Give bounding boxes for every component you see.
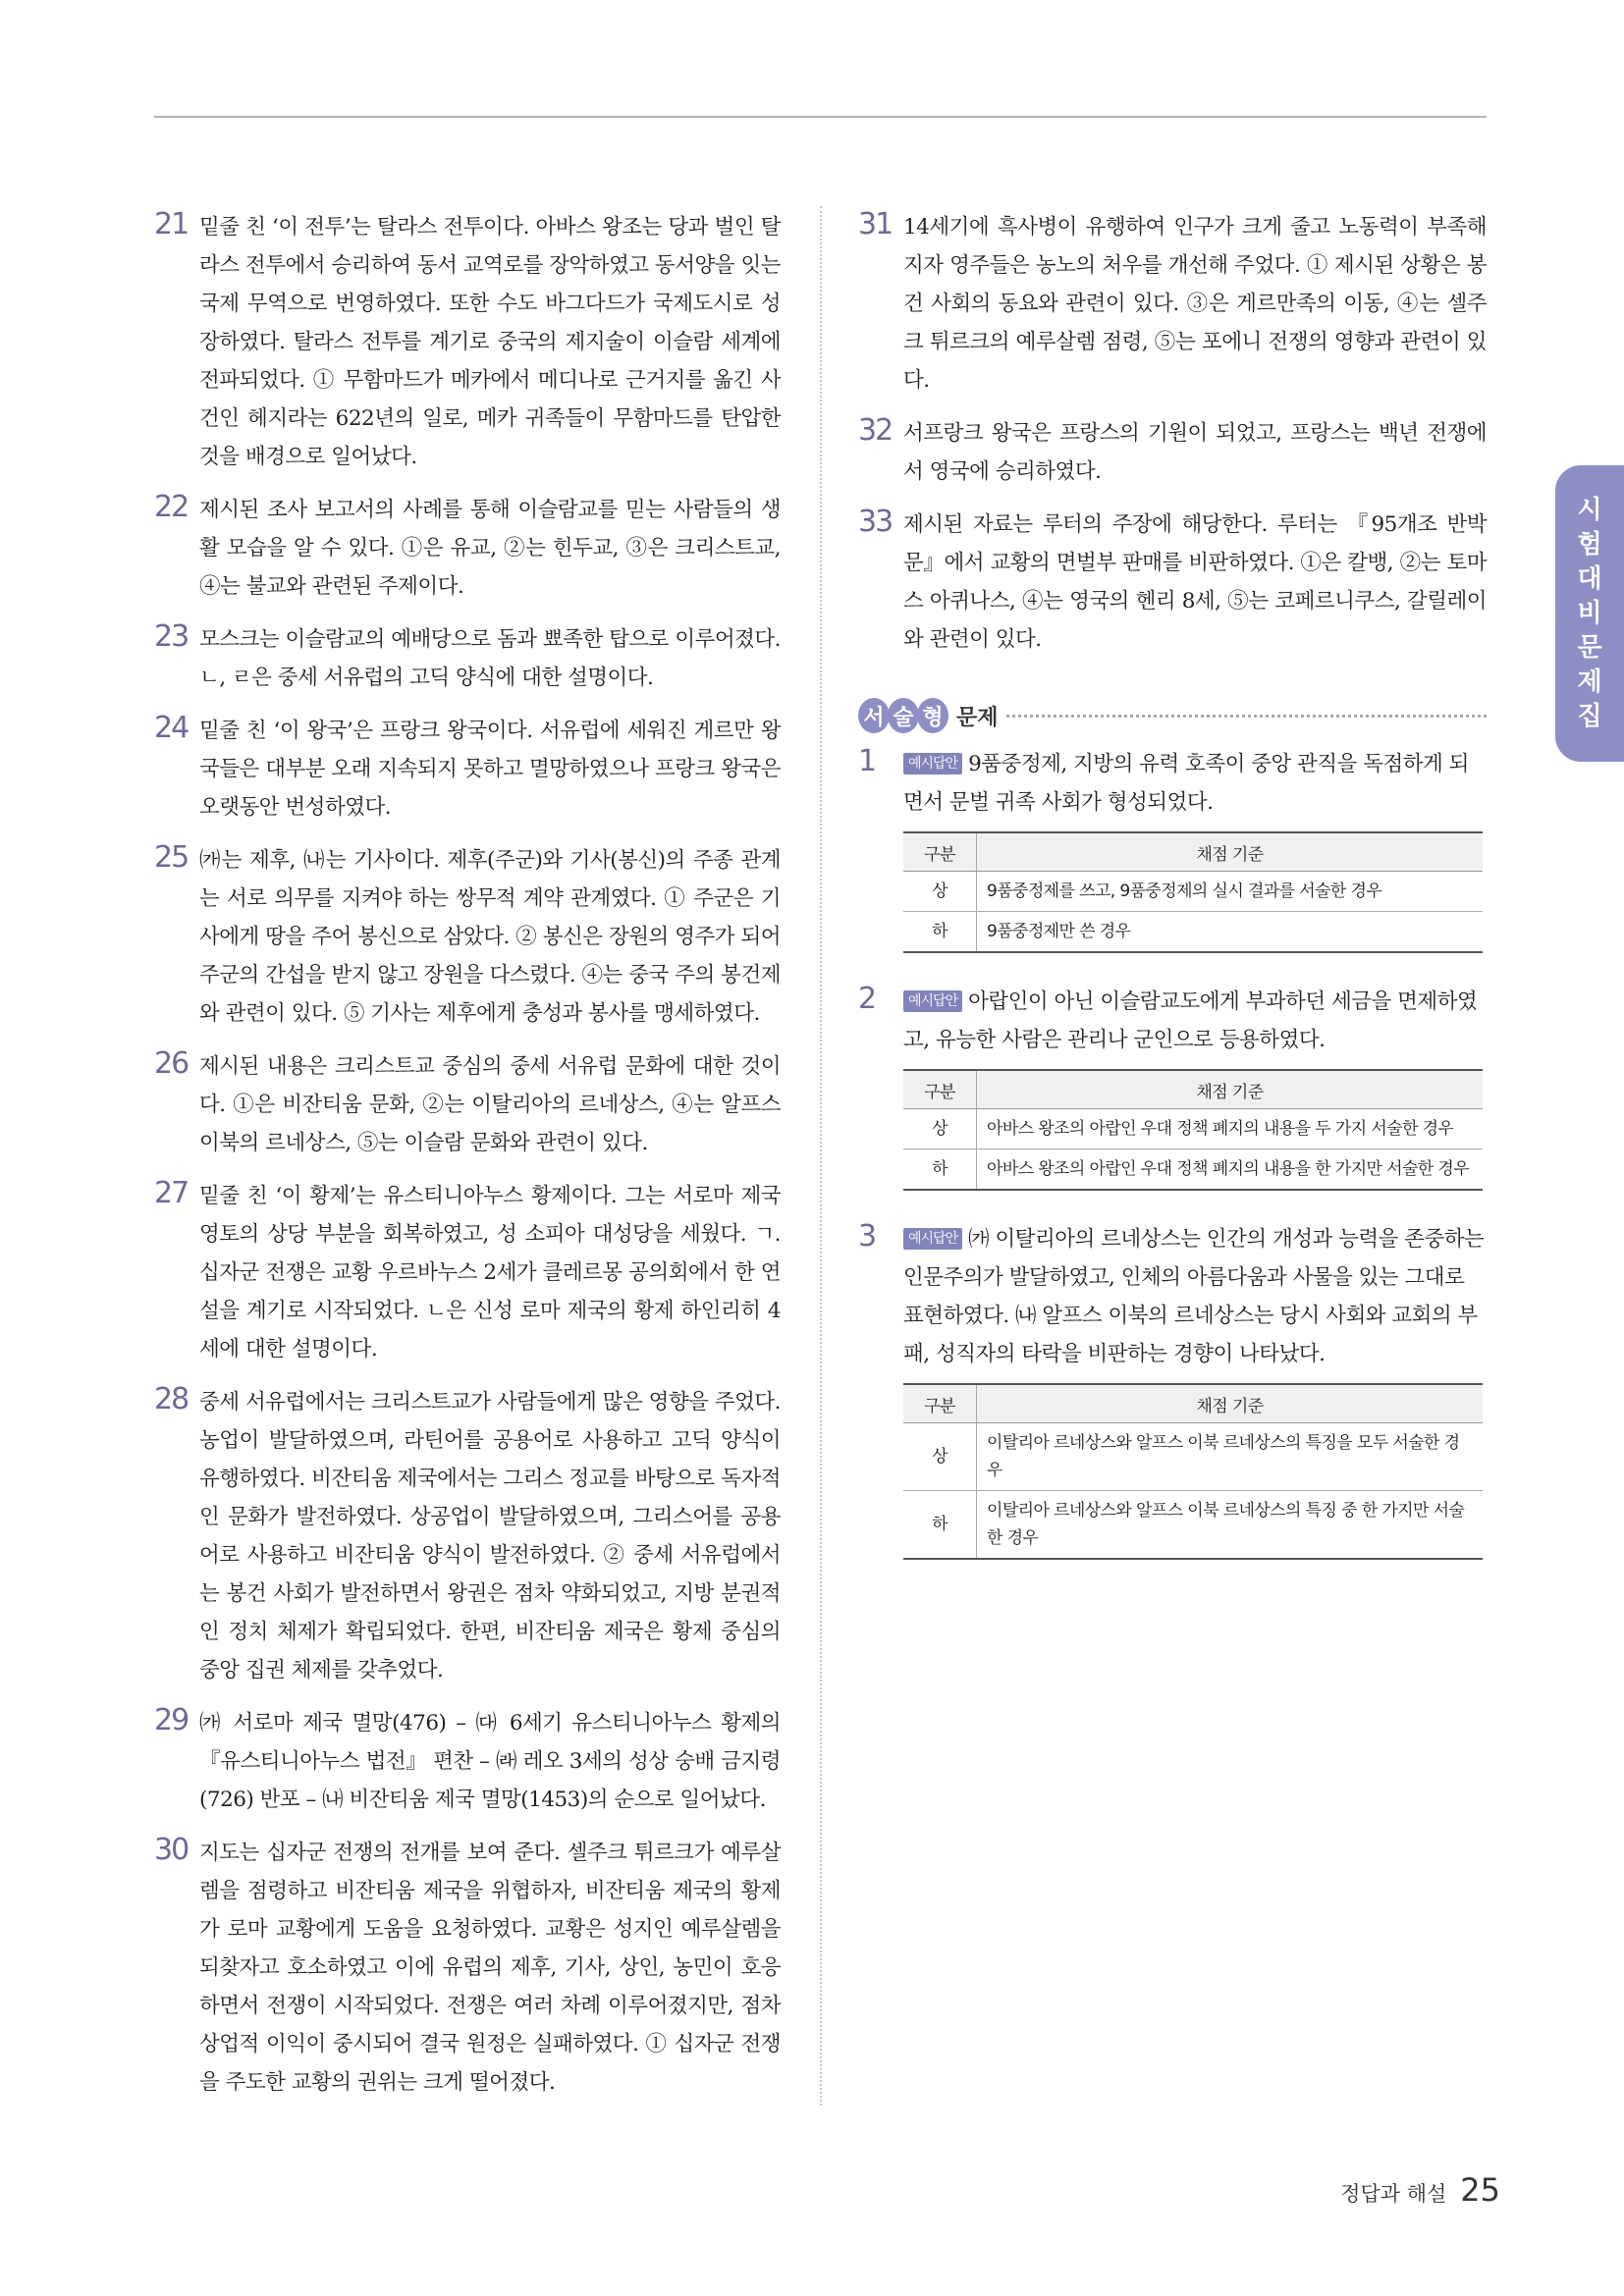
page-footer	[1340, 2171, 1500, 2209]
answer-text: 아랍인이 아닌 이슬람교도에게 부과하던 세금을 면제하였고, 유능한 사람은 관리나 군인으로 등용하였다.	[903, 989, 1478, 1052]
table-header-grade: 구분	[903, 1384, 977, 1423]
grade-cell: 상	[903, 872, 977, 912]
table-row	[903, 872, 1483, 912]
question-text: 중세 서유럽에서는 크리스트교가 사람들에게 많은 영향을 주었다. 농업이 발달하였으며, 라틴어를 공용어로 사용하고 고딕 양식이 유행하였다. 비잔티움 제국에서는 그리스 정교를 바탕으로 독자적인 문화가 발전하였다. 상공업이 발달하였으며, 그리스어를 공용어로 사용하고 비잔티움 양식이 발전하였다. ② 중세 서유럽에서는 봉건 사회가 발전하면서 왕권은 점차 약화되었고, 지방 분권적인 정치 체제가 확립되었다. 한편, 비잔티움 제국은 황제 중심의 중앙 집권 체제를 갖추었다.	[199, 1390, 781, 1682]
question-number: 31	[858, 207, 893, 241]
badge-char: 형	[917, 698, 948, 733]
question-number: 25	[154, 840, 189, 875]
question-text: 모스크는 이슬람교의 예배당으로 돔과 뾰족한 탑으로 이루어졌다. ㄴ, ㄹ은 중세 서유럽의 고딕 양식에 대한 설명이다.	[199, 627, 781, 690]
question-number: 23	[154, 619, 189, 654]
side-tab-char: 집	[1577, 701, 1602, 731]
section-title: 문제	[956, 705, 999, 730]
sample-answer-tag: 예시답안	[903, 1228, 962, 1250]
grade-cell: 상	[903, 1423, 977, 1491]
question-31	[858, 208, 1487, 400]
sample-answer-tag: 예시답안	[903, 753, 962, 774]
criteria-cell: 아바스 왕조의 아랍인 우대 정책 폐지의 내용을 한 가지만 서술한 경우	[977, 1149, 1484, 1191]
answer-3	[858, 1220, 1487, 1373]
side-tab-char: 비	[1577, 598, 1602, 628]
question-number: 29	[154, 1703, 189, 1737]
answer-body	[903, 745, 1487, 822]
question-number: 30	[154, 1833, 189, 1867]
question-number: 28	[154, 1382, 189, 1416]
sample-answer-tag: 예시답안	[903, 990, 962, 1012]
question-number: 32	[858, 413, 893, 448]
answer-number: 3	[858, 1219, 878, 1254]
question-number: 27	[154, 1176, 189, 1210]
criteria-table-3	[903, 1383, 1483, 1560]
question-28	[154, 1383, 781, 1689]
answer-body	[903, 1220, 1487, 1373]
question-text: 14세기에 흑사병이 유행하여 인구가 크게 줄고 노동력이 부족해지자 영주들은 농노의 처우를 개선해 주었다. ① 제시된 상황은 봉건 사회의 동요와 관련이 있다. ③은 게르만족의 이동, ④는 셀주크 튀르크의 예루살렘 점령, ⑤는 포에니 전쟁의 영향과 관련이 있다.	[903, 215, 1487, 393]
question-number: 24	[154, 711, 189, 745]
grade-cell: 하	[903, 912, 977, 953]
footer-title: 정답과 해설	[1340, 2182, 1447, 2206]
right-column	[858, 208, 1487, 1589]
essay-section-header	[858, 698, 1487, 733]
criteria-cell: 9품중정제를 쓰고, 9품중정제의 실시 결과를 서술한 경우	[977, 872, 1484, 912]
column-divider	[820, 206, 822, 2106]
top-rule	[154, 116, 1487, 118]
question-33	[858, 506, 1487, 659]
question-text: 제시된 조사 보고서의 사례를 통해 이슬람교를 믿는 사람들의 생활 모습을 알 수 있다. ①은 유교, ②는 힌두교, ③은 크리스트교, ④는 불교와 관련된 주제이다.	[199, 498, 781, 599]
answer-body	[903, 983, 1487, 1059]
question-text: ㈎는 제후, ㈏는 기사이다. 제후(주군)와 기사(봉신)의 주종 관계는 서로 의무를 지켜야 하는 쌍무적 계약 관계였다. ① 주군은 기사에게 땅을 주어 봉신으로 삼았다. ② 봉신은 장원의 영주가 되어 주군의 간섭을 받지 않고 장원을 다스렸다. ④는 중국 주의 봉건제와 관련이 있다. ⑤ 기사는 제후에게 충성과 봉사를 맹세하였다.	[199, 848, 781, 1026]
answer-1	[858, 745, 1487, 822]
side-tab-char: 대	[1577, 563, 1602, 594]
section-dotted-rule	[1006, 715, 1487, 718]
badge-char: 술	[888, 698, 919, 733]
question-27	[154, 1177, 781, 1368]
table-header-criteria: 채점 기준	[977, 1070, 1484, 1109]
table-header-grade: 구분	[903, 832, 977, 872]
question-21	[154, 208, 781, 476]
question-text: 지도는 십자군 전쟁의 전개를 보여 준다. 셀주크 튀르크가 예루살렘을 점령하고 비잔티움 제국을 위협하자, 비잔티움 제국의 황제가 로마 교황에게 도움을 요청하였다. 교황은 성지인 예루살렘을 되찾자고 호소하였고 이에 유럽의 제후, 기사, 상인, 농민이 호응하면서 전쟁이 시작되었다. 전쟁은 여러 차례 이루어졌지만, 점차 상업적 이익이 중시되어 결국 원정은 실패하였다. ① 십자군 전쟁을 주도한 교황의 권위는 크게 떨어졌다.	[199, 1841, 781, 2095]
question-text: 밑줄 친 ‘이 왕국’은 프랑크 왕국이다. 서유럽에 세워진 게르만 왕국들은 대부분 오래 지속되지 못하고 멸망하였으나 프랑크 왕국은 오랫동안 번성하였다.	[199, 719, 781, 820]
answer-text: ㈎ 이탈리아의 르네상스는 인간의 개성과 능력을 존중하는 인문주의가 발달하였고, 인체의 아름다움과 사물을 있는 그대로 표현하였다. ㈏ 알프스 이북의 르네상스는 당시 사회와 교회의 부패, 성직자의 타락을 비판하는 경향이 나타났다.	[903, 1227, 1485, 1366]
question-24	[154, 712, 781, 827]
question-text: 제시된 자료는 루터의 주장에 해당한다. 루터는 『95개조 반박문』에서 교황의 면벌부 판매를 비판하였다. ①은 칼뱅, ②는 토마스 아퀴나스, ④는 영국의 헨리 8세, ⑤는 코페르니쿠스, 갈릴레이와 관련이 있다.	[903, 512, 1487, 652]
table-row	[903, 1423, 1483, 1491]
question-22	[154, 491, 781, 606]
answer-2	[858, 983, 1487, 1059]
answer-number: 2	[858, 982, 878, 1016]
grade-cell: 하	[903, 1491, 977, 1560]
grade-cell: 하	[903, 1149, 977, 1191]
criteria-cell: 아바스 왕조의 아랍인 우대 정책 폐지의 내용을 두 가지 서술한 경우	[977, 1109, 1484, 1149]
table-header-criteria: 채점 기준	[977, 832, 1484, 872]
table-row	[903, 1109, 1483, 1149]
question-text: 서프랑크 왕국은 프랑스의 기원이 되었고, 프랑스는 백년 전쟁에서 영국에 승리하였다.	[903, 421, 1487, 484]
question-26	[154, 1047, 781, 1162]
side-tab-char: 시	[1577, 495, 1602, 525]
criteria-table-1	[903, 831, 1483, 953]
question-25	[154, 841, 781, 1033]
grade-cell: 상	[903, 1109, 977, 1149]
side-chapter-tab	[1555, 465, 1624, 762]
criteria-cell: 이탈리아 르네상스와 알프스 이북 르네상스의 특징을 모두 서술한 경우	[977, 1423, 1484, 1491]
table-header-grade: 구분	[903, 1070, 977, 1109]
table-row	[903, 912, 1483, 953]
left-column	[154, 208, 781, 2116]
side-tab-char: 험	[1577, 529, 1602, 560]
table-header-criteria: 채점 기준	[977, 1384, 1484, 1423]
question-number: 33	[858, 505, 893, 539]
question-number: 22	[154, 490, 189, 524]
question-number: 21	[154, 207, 189, 241]
question-text: 제시된 내용은 크리스트교 중심의 중세 서유럽 문화에 대한 것이다. ①은 비잔티움 문화, ②는 이탈리아의 르네상스, ④는 알프스 이북의 르네상스, ⑤는 이슬람 문화와 관련이 있다.	[199, 1054, 781, 1155]
answer-text: 9품중정제, 지방의 유력 호족이 중앙 관직을 독점하게 되면서 문벌 귀족 사회가 형성되었다.	[903, 752, 1469, 815]
essay-badge	[858, 698, 947, 733]
answer-number: 1	[858, 744, 878, 778]
table-row	[903, 1491, 1483, 1560]
criteria-table-2	[903, 1069, 1483, 1191]
question-text: ㈎ 서로마 제국 멸망(476) – ㈐ 6세기 유스티니아누스 황제의 『유스티니아누스 법전』 편찬 – ㈑ 레오 3세의 성상 숭배 금지령(726) 반포 – ㈏ 비잔티움 제국 멸망(1453)의 순으로 일어났다.	[199, 1711, 781, 1812]
badge-char: 서	[858, 698, 890, 733]
question-32	[858, 414, 1487, 491]
question-23	[154, 620, 781, 697]
criteria-cell: 이탈리아 르네상스와 알프스 이북 르네상스의 특징 중 한 가지만 서술한 경우	[977, 1491, 1484, 1560]
criteria-cell: 9품중정제만 쓴 경우	[977, 912, 1484, 953]
question-text: 밑줄 친 ‘이 전투’는 탈라스 전투이다. 아바스 왕조는 당과 벌인 탈라스 전투에서 승리하여 동서 교역로를 장악하였고 동서양을 잇는 국제 무역으로 번영하였다. 또한 수도 바그다드가 국제도시로 성장하였다. 탈라스 전투를 계기로 중국의 제지술이 이슬람 세계에 전파되었다. ① 무함마드가 메카에서 메디나로 근거지를 옮긴 사건인 헤지라는 622년의 일로, 메카 귀족들이 무함마드를 탄압한 것을 배경으로 일어났다.	[199, 215, 781, 469]
table-row	[903, 1149, 1483, 1191]
side-tab-char: 문	[1577, 632, 1602, 663]
question-29	[154, 1704, 781, 1819]
page-number: 25	[1460, 2171, 1500, 2209]
side-tab-char: 제	[1577, 667, 1602, 697]
question-number: 26	[154, 1046, 189, 1081]
question-text: 밑줄 친 ‘이 황제’는 유스티니아누스 황제이다. 그는 서로마 제국 영토의 상당 부분을 회복하였고, 성 소피아 대성당을 세웠다. ㄱ. 십자군 전쟁은 교황 우르바누스 2세가 클레르몽 공의회에서 한 연설을 계기로 시작되었다. ㄴ은 신성 로마 제국의 황제 하인리히 4세에 대한 설명이다.	[199, 1184, 781, 1362]
question-30	[154, 1834, 781, 2102]
